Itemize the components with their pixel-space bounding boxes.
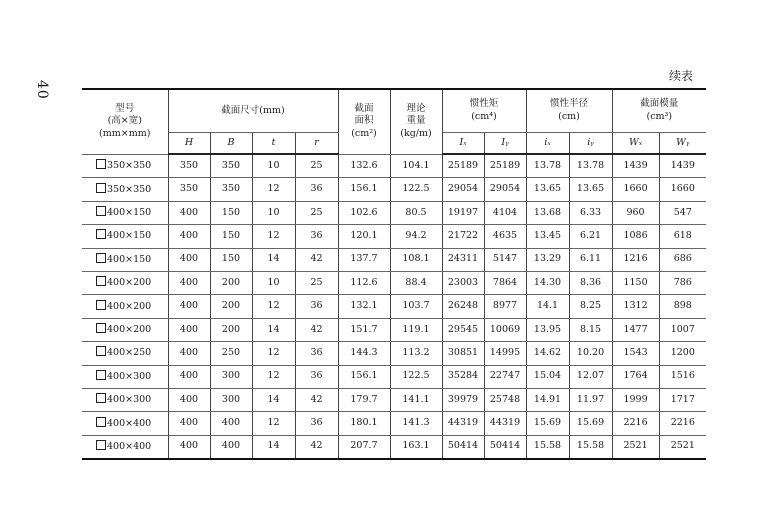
inertia-x-cell: 29545 xyxy=(442,318,484,341)
table-row xyxy=(82,225,706,248)
modulus-x-cell: 1543 xyxy=(612,342,659,365)
square-tube-icon xyxy=(96,206,106,216)
model-cell xyxy=(82,295,168,318)
r-cell: 36 xyxy=(295,295,338,318)
h-cell: 400 xyxy=(168,318,210,341)
t-cell: 14 xyxy=(252,435,295,459)
h-cell: 400 xyxy=(168,271,210,294)
modulus-y-cell: 686 xyxy=(659,248,706,271)
radius-y-cell: 15.69 xyxy=(569,412,612,435)
table-row xyxy=(82,154,706,178)
model-cell xyxy=(82,248,168,271)
model-cell xyxy=(82,154,168,178)
table-row xyxy=(82,365,706,388)
weight-cell: 122.5 xyxy=(390,365,442,388)
model-label: 400×150 xyxy=(107,230,152,242)
table-row xyxy=(82,295,706,318)
modulus-x-cell: 1150 xyxy=(612,271,659,294)
h-cell: 400 xyxy=(168,435,210,459)
model-label: 350×350 xyxy=(107,160,152,172)
inertia-y-cell: 7864 xyxy=(484,271,526,294)
model-cell xyxy=(82,271,168,294)
page-number: 40 xyxy=(34,80,50,100)
radius-x-cell: 13.29 xyxy=(526,248,569,271)
t-cell: 10 xyxy=(252,271,295,294)
model-label: 400×250 xyxy=(107,347,152,359)
area-cell: 102.6 xyxy=(338,201,390,224)
radius-header: 惯性半径 (cm) xyxy=(526,89,612,133)
area-cell: 112.6 xyxy=(338,271,390,294)
model-label: 400×200 xyxy=(107,300,152,312)
h-cell: 400 xyxy=(168,388,210,411)
modulus-x-cell: 1999 xyxy=(612,388,659,411)
area-cell: 207.7 xyxy=(338,435,390,459)
wy-header: Wᵧ xyxy=(659,133,706,155)
radius-x-cell: 14.1 xyxy=(526,295,569,318)
modulus-y-cell: 2521 xyxy=(659,435,706,459)
r-cell: 25 xyxy=(295,271,338,294)
modulus-x-cell: 2216 xyxy=(612,412,659,435)
radius-y-cell: 6.11 xyxy=(569,248,612,271)
inertia-x-cell: 26248 xyxy=(442,295,484,318)
square-tube-icon xyxy=(96,253,106,263)
model-header: 型号 (高×宽) (mm×mm) xyxy=(82,89,168,154)
inertia-x-cell: 50414 xyxy=(442,435,484,459)
square-tube-icon xyxy=(96,323,106,333)
radius-y-cell: 12.07 xyxy=(569,365,612,388)
b-cell: 300 xyxy=(210,365,252,388)
modulus-y-cell: 1200 xyxy=(659,342,706,365)
area-cell: 120.1 xyxy=(338,225,390,248)
modulus-x-cell: 960 xyxy=(612,201,659,224)
dim-t-header: t xyxy=(252,133,295,155)
table-row xyxy=(82,178,706,201)
area-cell: 132.6 xyxy=(338,154,390,178)
radius-x-cell: 13.68 xyxy=(526,201,569,224)
radius-y-cell: 8.36 xyxy=(569,271,612,294)
model-cell xyxy=(82,225,168,248)
inertia-y-cell: 22747 xyxy=(484,365,526,388)
modulus-y-cell: 618 xyxy=(659,225,706,248)
inertia-y-cell: 25189 xyxy=(484,154,526,178)
model-cell xyxy=(82,388,168,411)
b-cell: 350 xyxy=(210,154,252,178)
square-tube-icon xyxy=(96,440,106,450)
inertia-y-cell: 4635 xyxy=(484,225,526,248)
r-cell: 42 xyxy=(295,388,338,411)
b-cell: 150 xyxy=(210,201,252,224)
model-cell xyxy=(82,365,168,388)
table-row xyxy=(82,412,706,435)
iy-header: Iᵧ xyxy=(484,133,526,155)
weight-cell: 119.1 xyxy=(390,318,442,341)
dim-r-header: r xyxy=(295,133,338,155)
inertia-x-cell: 29054 xyxy=(442,178,484,201)
square-tube-icon xyxy=(96,300,106,310)
t-cell: 12 xyxy=(252,412,295,435)
model-cell xyxy=(82,435,168,459)
table-row xyxy=(82,248,706,271)
modulus-y-cell: 1007 xyxy=(659,318,706,341)
table-row xyxy=(82,388,706,411)
weight-cell: 104.1 xyxy=(390,154,442,178)
inertia-y-cell: 50414 xyxy=(484,435,526,459)
r-cell: 25 xyxy=(295,201,338,224)
radius-x-cell: 14.91 xyxy=(526,388,569,411)
area-cell: 137.7 xyxy=(338,248,390,271)
continued-label: 续表 xyxy=(669,69,694,83)
radius-y-cell: 10.20 xyxy=(569,342,612,365)
modulus-x-cell: 1216 xyxy=(612,248,659,271)
modulus-y-cell: 547 xyxy=(659,201,706,224)
model-label: 400×200 xyxy=(107,324,152,336)
model-label: 400×300 xyxy=(107,370,152,382)
weight-cell: 122.5 xyxy=(390,178,442,201)
weight-cell: 163.1 xyxy=(390,435,442,459)
radius-x-cell: 13.95 xyxy=(526,318,569,341)
inertia-y-cell: 25748 xyxy=(484,388,526,411)
square-tube-icon xyxy=(96,370,106,380)
modulus-y-cell: 898 xyxy=(659,295,706,318)
inertia-x-cell: 24311 xyxy=(442,248,484,271)
modulus-x-cell: 1764 xyxy=(612,365,659,388)
b-cell: 200 xyxy=(210,318,252,341)
t-cell: 12 xyxy=(252,295,295,318)
area-header: 截面 面积 (cm²) xyxy=(338,89,390,154)
weight-cell: 113.2 xyxy=(390,342,442,365)
modulus-y-cell: 1660 xyxy=(659,178,706,201)
model-cell xyxy=(82,342,168,365)
r-cell: 42 xyxy=(295,318,338,341)
h-cell: 400 xyxy=(168,412,210,435)
wx-header: Wₓ xyxy=(612,133,659,155)
radius-y-cell: 13.78 xyxy=(569,154,612,178)
modulus-x-cell: 1439 xyxy=(612,154,659,178)
radius-x-cell: 15.69 xyxy=(526,412,569,435)
modulus-y-cell: 786 xyxy=(659,271,706,294)
inertia-y-cell: 29054 xyxy=(484,178,526,201)
b-cell: 150 xyxy=(210,225,252,248)
t-cell: 10 xyxy=(252,154,295,178)
modulus-x-cell: 1660 xyxy=(612,178,659,201)
t-cell: 12 xyxy=(252,342,295,365)
modulus-x-cell: 2521 xyxy=(612,435,659,459)
square-tube-icon xyxy=(96,183,106,193)
h-cell: 400 xyxy=(168,295,210,318)
inertia-y-cell: 44319 xyxy=(484,412,526,435)
weight-cell: 108.1 xyxy=(390,248,442,271)
modulus-x-cell: 1086 xyxy=(612,225,659,248)
inertia-header: 惯性矩 (cm⁴) xyxy=(442,89,526,133)
model-cell xyxy=(82,318,168,341)
inertia-x-cell: 30851 xyxy=(442,342,484,365)
dim-h-header: H xyxy=(168,133,210,155)
modulus-y-cell: 2216 xyxy=(659,412,706,435)
b-cell: 350 xyxy=(210,178,252,201)
radius-y-cell: 8.15 xyxy=(569,318,612,341)
weight-cell: 80.5 xyxy=(390,201,442,224)
model-cell xyxy=(82,201,168,224)
inertia-x-cell: 25189 xyxy=(442,154,484,178)
inertia-y-cell: 5147 xyxy=(484,248,526,271)
modulus-y-cell: 1717 xyxy=(659,388,706,411)
weight-cell: 103.7 xyxy=(390,295,442,318)
table-row xyxy=(82,435,706,459)
modulus-y-cell: 1516 xyxy=(659,365,706,388)
model-label: 400×400 xyxy=(107,440,152,452)
square-tube-icon xyxy=(96,417,106,427)
weight-cell: 88.4 xyxy=(390,271,442,294)
t-cell: 12 xyxy=(252,178,295,201)
radius-x-cell: 15.04 xyxy=(526,365,569,388)
inertia-y-cell: 10069 xyxy=(484,318,526,341)
weight-cell: 141.3 xyxy=(390,412,442,435)
b-cell: 300 xyxy=(210,388,252,411)
t-cell: 14 xyxy=(252,388,295,411)
r-cell: 36 xyxy=(295,178,338,201)
radius-y-cell: 15.58 xyxy=(569,435,612,459)
modulus-header: 截面模量 (cm³) xyxy=(612,89,706,133)
model-label: 400×200 xyxy=(107,277,152,289)
area-cell: 156.1 xyxy=(338,365,390,388)
t-cell: 12 xyxy=(252,225,295,248)
b-cell: 400 xyxy=(210,435,252,459)
inertia-x-cell: 35284 xyxy=(442,365,484,388)
radius-x-cell: 13.65 xyxy=(526,178,569,201)
weight-cell: 141.1 xyxy=(390,388,442,411)
h-cell: 400 xyxy=(168,225,210,248)
h-cell: 400 xyxy=(168,365,210,388)
weight-header: 理论 重量 (kg/m) xyxy=(390,89,442,154)
h-cell: 400 xyxy=(168,248,210,271)
table-row xyxy=(82,318,706,341)
square-tube-icon xyxy=(96,159,106,169)
radius-x-cell: 14.30 xyxy=(526,271,569,294)
inertia-y-cell: 14995 xyxy=(484,342,526,365)
weight-cell: 94.2 xyxy=(390,225,442,248)
radius-x-cell: 13.78 xyxy=(526,154,569,178)
h-cell: 400 xyxy=(168,201,210,224)
b-cell: 200 xyxy=(210,271,252,294)
table-row xyxy=(82,342,706,365)
model-cell xyxy=(82,178,168,201)
table-row xyxy=(82,201,706,224)
area-cell: 180.1 xyxy=(338,412,390,435)
radius-y-cell: 11.97 xyxy=(569,388,612,411)
dims-header: 截面尺寸(mm) xyxy=(168,89,338,133)
square-tube-icon xyxy=(96,393,106,403)
h-cell: 350 xyxy=(168,154,210,178)
square-tube-icon xyxy=(96,346,106,356)
h-cell: 400 xyxy=(168,342,210,365)
radius-x-cell: 14.62 xyxy=(526,342,569,365)
area-cell: 132.1 xyxy=(338,295,390,318)
table-row xyxy=(82,271,706,294)
model-label: 400×400 xyxy=(107,417,152,429)
inertia-y-cell: 8977 xyxy=(484,295,526,318)
inertia-x-cell: 19197 xyxy=(442,201,484,224)
r-cell: 36 xyxy=(295,365,338,388)
r-cell: 36 xyxy=(295,412,338,435)
r-cell: 36 xyxy=(295,225,338,248)
r-cell: 25 xyxy=(295,154,338,178)
inertia-x-cell: 23003 xyxy=(442,271,484,294)
area-cell: 144.3 xyxy=(338,342,390,365)
section-property-table xyxy=(82,88,706,460)
b-cell: 250 xyxy=(210,342,252,365)
area-cell: 156.1 xyxy=(338,178,390,201)
r-cell: 42 xyxy=(295,248,338,271)
radius-y-cell: 8.25 xyxy=(569,295,612,318)
inertia-x-cell: 39979 xyxy=(442,388,484,411)
b-cell: 200 xyxy=(210,295,252,318)
b-cell: 400 xyxy=(210,412,252,435)
inertia-x-cell: 21722 xyxy=(442,225,484,248)
inertia-x-cell: 44319 xyxy=(442,412,484,435)
model-label: 400×300 xyxy=(107,394,152,406)
model-label: 400×150 xyxy=(107,253,152,265)
r-cell: 42 xyxy=(295,435,338,459)
b-cell: 150 xyxy=(210,248,252,271)
ix-header: Iₓ xyxy=(442,133,484,155)
ry-header: iᵧ xyxy=(569,133,612,155)
t-cell: 10 xyxy=(252,201,295,224)
model-label: 400×150 xyxy=(107,207,152,219)
rx-header: iₓ xyxy=(526,133,569,155)
h-cell: 350 xyxy=(168,178,210,201)
modulus-y-cell: 1439 xyxy=(659,154,706,178)
model-label: 350×350 xyxy=(107,183,152,195)
radius-y-cell: 13.65 xyxy=(569,178,612,201)
t-cell: 14 xyxy=(252,318,295,341)
model-cell xyxy=(82,412,168,435)
dim-b-header: B xyxy=(210,133,252,155)
radius-y-cell: 6.33 xyxy=(569,201,612,224)
t-cell: 12 xyxy=(252,365,295,388)
t-cell: 14 xyxy=(252,248,295,271)
area-cell: 151.7 xyxy=(338,318,390,341)
radius-x-cell: 13.45 xyxy=(526,225,569,248)
modulus-x-cell: 1477 xyxy=(612,318,659,341)
square-tube-icon xyxy=(96,276,106,286)
radius-y-cell: 6.21 xyxy=(569,225,612,248)
modulus-x-cell: 1312 xyxy=(612,295,659,318)
inertia-y-cell: 4104 xyxy=(484,201,526,224)
area-cell: 179.7 xyxy=(338,388,390,411)
radius-x-cell: 15.58 xyxy=(526,435,569,459)
square-tube-icon xyxy=(96,229,106,239)
r-cell: 36 xyxy=(295,342,338,365)
